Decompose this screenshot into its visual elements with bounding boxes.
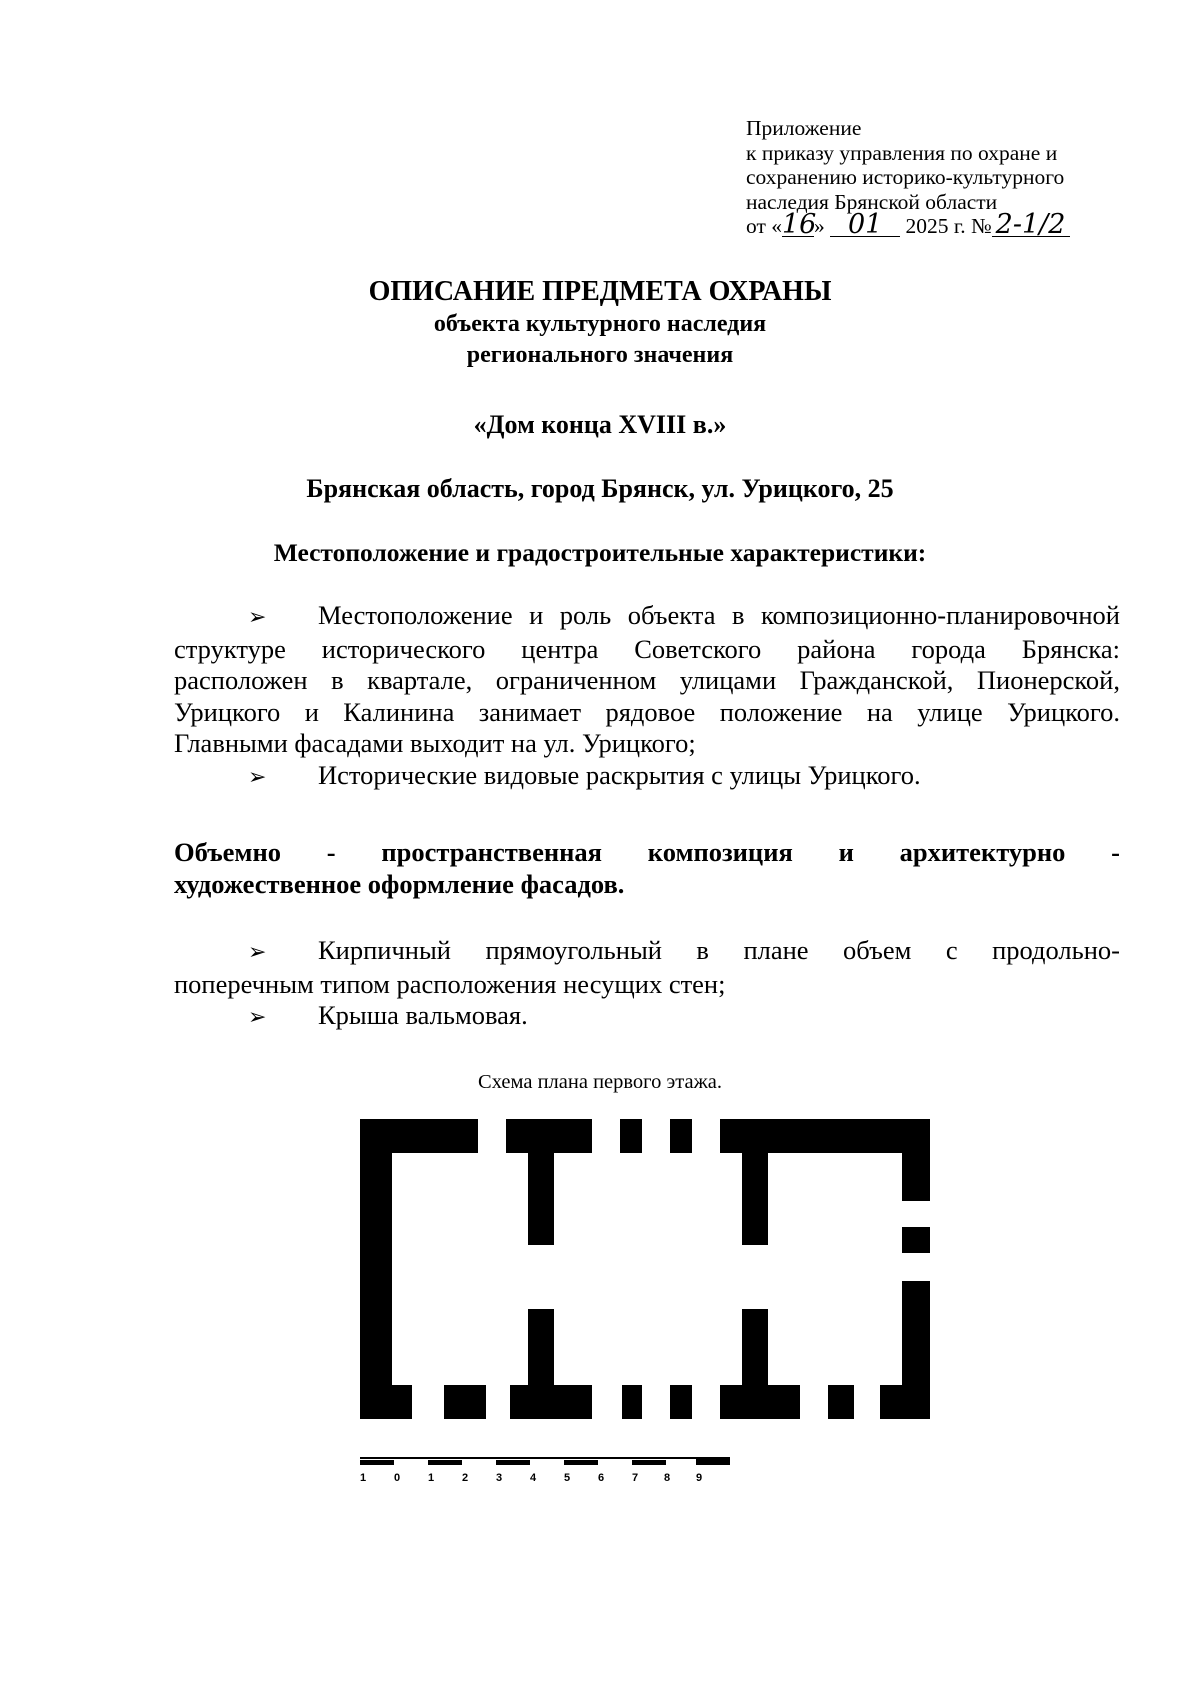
paragraph-line: поперечным типом расположения несущих стен; [174,968,726,999]
document-subtitle: регионального значения [466,342,734,368]
section1-bullet1: ➢ Местоположение и роль объекта в композиционно-планировочной структуре исторического центра Советского района города Брянска: расположен в квартале, ограниченном улицами Гражданской, Пионерской, Урицкого и Калинина занимает рядовое положение на улице Урицкого. Главными фасадами выходит на ул. Урицкого; ➢ Исторические видовые раскрытия с улицы Урицкого. [174,600,1120,793]
plan-partition [742,1153,768,1245]
order-month: 01 [830,214,900,237]
scale-label: 1 [428,1472,435,1484]
plan-wall [720,1119,930,1153]
plan-wall [360,1119,392,1419]
paragraph-line: расположен в квартале, ограниченном улицами Гражданской, Пионерской, [174,665,1120,695]
plan-wall [444,1385,486,1419]
plan-wall [720,1385,800,1419]
plan-partition [742,1309,768,1385]
document-title: ОПИСАНИЕ ПРЕДМЕТА ОХРАНЫ [368,276,832,307]
appendix-block [746,116,1166,239]
plan-wall [902,1119,930,1201]
arrow-bullet-icon: ➢ [248,605,267,630]
appendix-line: Приложение [746,116,862,140]
paragraph-line: Урицкого и Калинина занимает рядовое положение на улице Урицкого. [174,696,1120,727]
arrow-bullet-icon: ➢ [248,764,267,790]
order-year: 2025 г. № [905,214,992,238]
appendix-line: наследия Брянской области [746,189,998,214]
scale-label: 8 [664,1472,671,1484]
scale-bar [358,1457,748,1487]
scale-label: 0 [394,1472,401,1484]
figure-caption: Схема плана первого этажа. [478,1071,722,1093]
scale-label: 1 [360,1472,367,1484]
scale-label: 3 [496,1472,503,1484]
plan-wall [622,1385,642,1419]
paragraph-line: структуре исторического центра Советского района города Брянска: [174,633,1120,664]
plan-wall [670,1385,692,1419]
plan-wall [360,1385,412,1419]
scale-bar-segment [496,1460,530,1465]
scale-label: 2 [462,1472,469,1484]
object-address: Брянская область, город Брянск, ул. Урицкого, 25 [306,474,894,503]
plan-wall [620,1119,642,1153]
scale-label: 9 [696,1472,703,1484]
object-name: «Дом конца XVIII в.» [473,410,727,439]
scale-bar-segment [360,1460,394,1465]
arrow-bullet-icon: ➢ [248,940,267,965]
plan-wall [902,1227,930,1253]
plan-wall [506,1119,592,1153]
plan-partition [528,1309,554,1385]
scale-bar-segment [428,1460,462,1465]
paragraph-line: Главными фасадами выходит на ул. Урицкого; [174,728,696,758]
scale-bar-line [360,1457,730,1459]
appendix-line: к приказу управления по охране и [746,140,1058,165]
plan-wall [828,1385,854,1419]
plan-wall [880,1385,930,1419]
plan-wall [670,1119,692,1153]
scale-label: 7 [632,1472,639,1484]
plan-partition [528,1153,554,1245]
floor-plan-diagram [360,1119,930,1419]
arrow-bullet-icon: ➢ [248,1005,267,1030]
order-number: 2-1/2 [992,214,1070,237]
scale-label: 6 [598,1472,605,1484]
scale-bar-segment [564,1460,598,1465]
order-day: 16 [782,209,817,240]
scale-label: 5 [564,1472,571,1484]
document-subtitle: объекта культурного наследия [433,311,767,337]
plan-wall [510,1385,592,1419]
section1-bullet2: ➢ Исторические видовые раскрытия с улицы Урицкого. [174,760,1120,794]
appendix-line: сохранению историко-культурного [746,165,1065,189]
section-heading: Местоположение и градостроительные характеристики: [273,538,927,567]
scale-label: 4 [530,1472,537,1484]
section2-bullets: ➢ Кирпичный прямоугольный в плане объем с продольно- поперечным типом расположения несущих стен; ➢ Крыша вальмовая. [174,935,1120,1034]
scale-bar-segment [696,1457,730,1465]
section2-heading: Объемно - пространственная композиция и архитектурно - художественное оформление фасадов. [174,837,1120,899]
scale-bar-segment [632,1460,666,1465]
appendix-date-line: от «16» 01 2025 г. № 2-1/2 [746,214,1166,239]
